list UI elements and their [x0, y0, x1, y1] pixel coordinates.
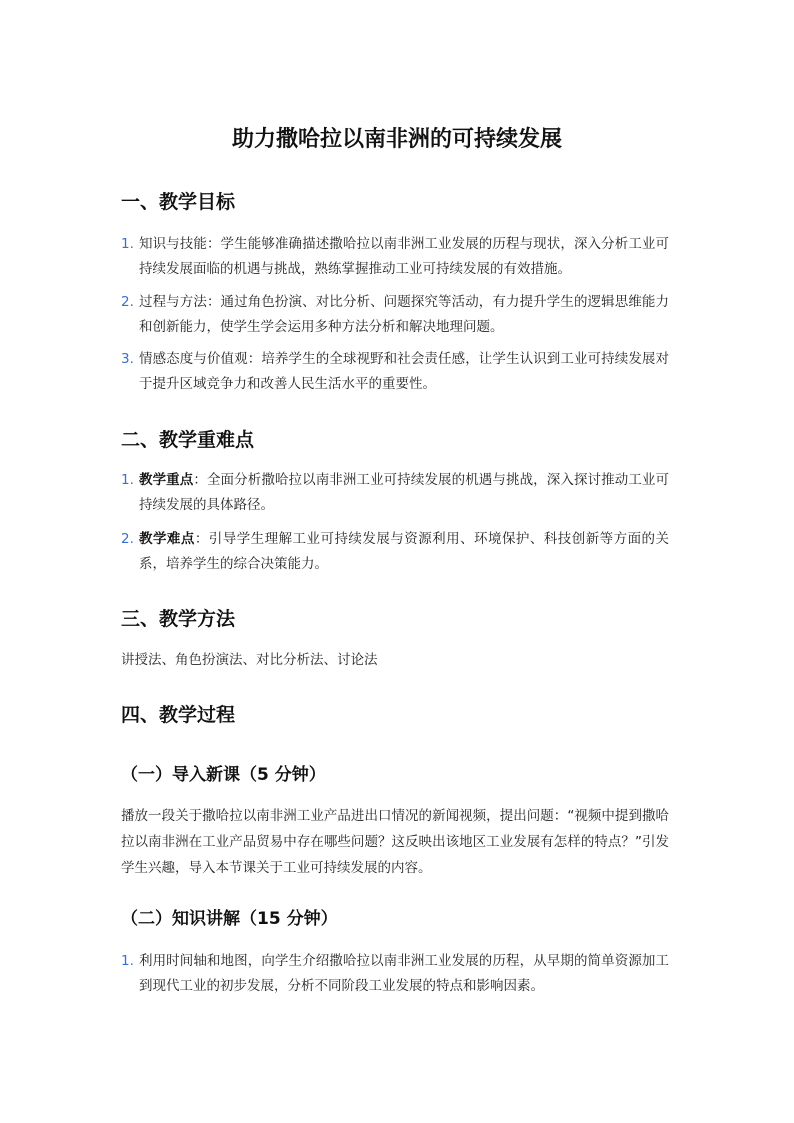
list-item: [121, 232, 669, 282]
list-body: ：引导学生理解工业可持续发展与资源利用、环境保护、科技创新等方面的关系，培养学生的综合决策能力。: [139, 531, 670, 572]
list-label: 教学难点: [139, 531, 195, 547]
list-number: 1.: [121, 953, 134, 969]
list-number: 1.: [121, 236, 134, 252]
list-text: [121, 527, 669, 577]
list-label: 教学重点: [139, 472, 194, 488]
list-number: 3.: [121, 351, 134, 367]
section-heading-keypoints: 二、教学重难点: [121, 429, 255, 451]
list-text: 过程与方法：通过角色扮演、对比分析、问题探究等活动，有力提升学生的逻辑思维能力和创新能力，使学生学会运用多种方法分析和解决地理问题。: [139, 294, 669, 335]
list-item: [121, 290, 669, 340]
list-number: 2.: [121, 531, 134, 547]
section-heading-goals: 一、教学目标: [121, 191, 236, 213]
list-body: ：全面分析撒哈拉以南非洲工业可持续发展的机遇与挑战，深入探讨推动工业可持续发展的具体路径。: [139, 472, 670, 513]
list-item: [121, 527, 669, 577]
list-text: 利用时间轴和地图，向学生介绍撒哈拉以南非洲工业发展的历程，从早期的简单资源加工到现代工业的初步发展，分析不同阶段工业发展的特点和影响因素。: [139, 953, 669, 994]
intro-text: 播放一段关于撒哈拉以南非洲工业产品进出口情况的新闻视频，提出问题：“视频中提到撒哈拉以南非洲在工业产品贸易中存在哪些问题？这反映出该地区工业发展有怎样的特点？”引发学生兴趣，导入本节课关于工业可持续发展的内容。: [121, 808, 669, 876]
list-text: 情感态度与价值观：培养学生的全球视野和社会责任感，让学生认识到工业可持续发展对于提升区域竞争力和改善人民生活水平的重要性。: [139, 351, 669, 392]
section-heading-process: 四、教学过程: [121, 704, 236, 726]
list-item: [121, 347, 669, 397]
list-number: 1.: [121, 472, 134, 488]
list-number: 2.: [121, 294, 134, 310]
methods-text: 讲授法、角色扮演法、对比分析法、讨论法: [121, 652, 378, 668]
subsection-heading-intro: （一）导入新课（5 分钟）: [121, 765, 326, 785]
subsection-heading-lecture: （二）知识讲解（15 分钟）: [121, 909, 338, 929]
list-text: [121, 468, 669, 518]
document-title: 助力撒哈拉以南非洲的可持续发展: [231, 127, 562, 152]
list-item: [121, 468, 669, 518]
list-text: 知识与技能：学生能够准确描述撒哈拉以南非洲工业发展的历程与现状，深入分析工业可持续发展面临的机遇与挑战，熟练掌握推动工业可持续发展的有效措施。: [139, 236, 669, 277]
section-heading-methods: 三、教学方法: [121, 608, 236, 630]
list-item: [121, 949, 669, 999]
